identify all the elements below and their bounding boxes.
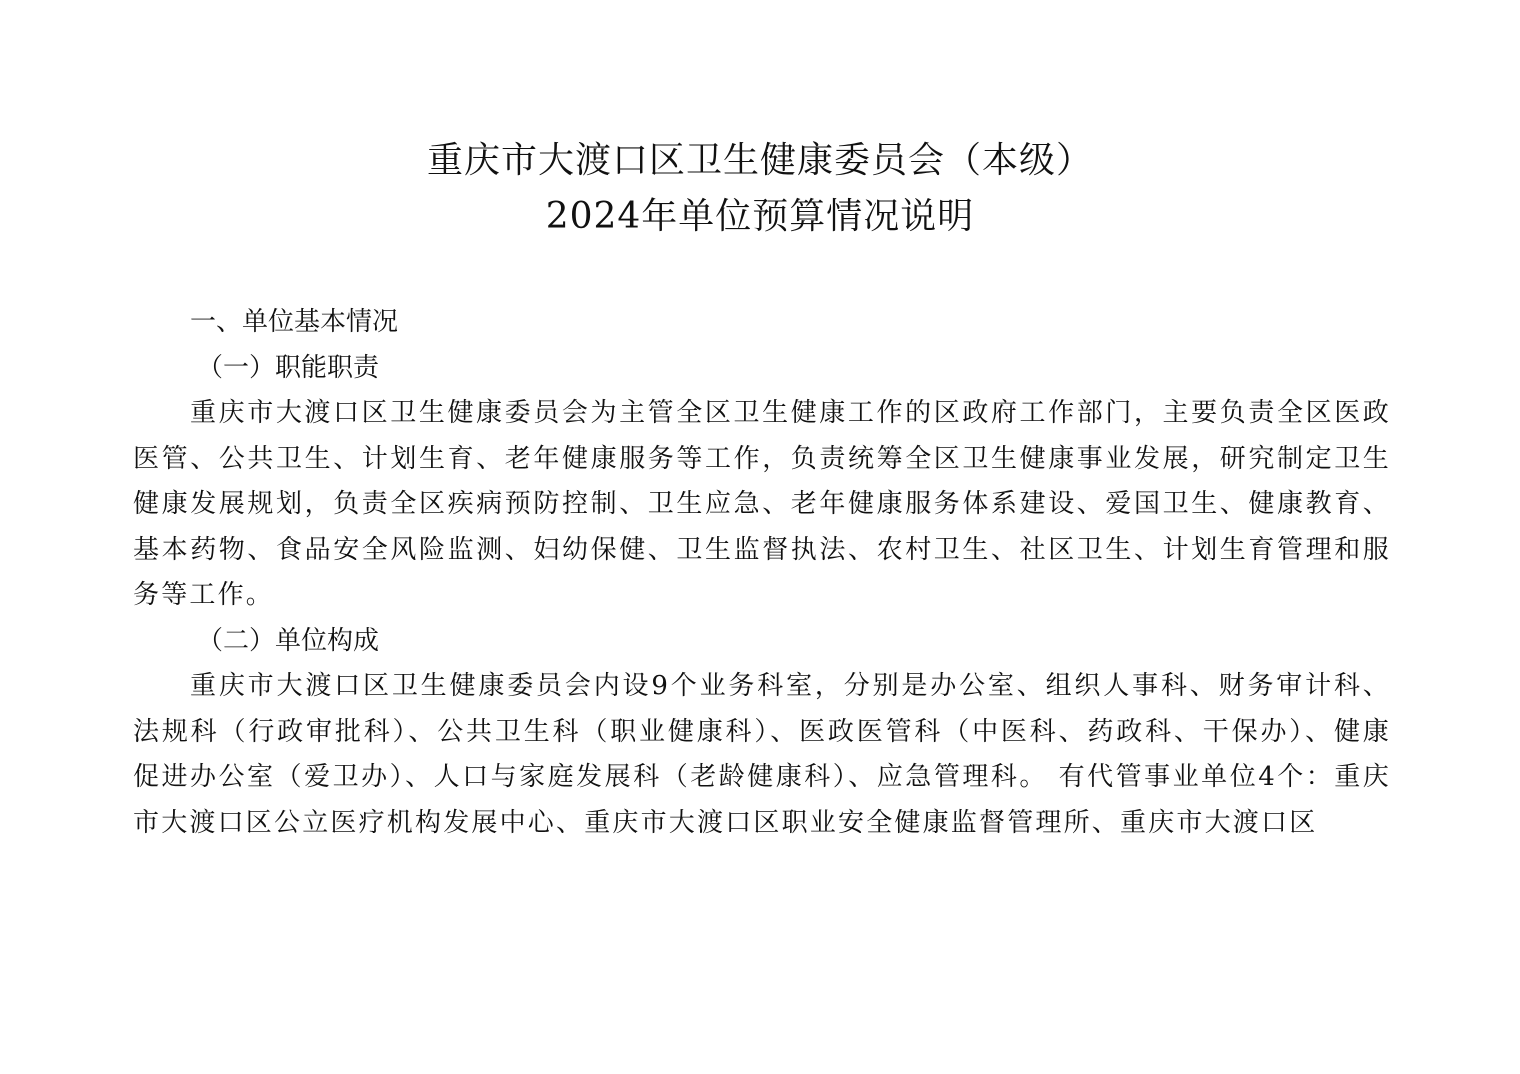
- title-line-2: 2024年单位预算情况说明: [545, 196, 975, 237]
- paragraph-composition: 重庆市大渡口区卫生健康委员会内设9个业务科室，分别是办公室、组织人事科、财务审计科、法规科（行政审批科）、公共卫生科（职业健康科）、医政医管科（中医科、药政科、干保办）、健康促进办公室（爱卫办）、人口与家庭发展科（老龄健康科）、应急管理科。 有代管事业单位4个：重庆市大渡口区公立医疗机构发展中心、重庆市大渡口区职业安全健康监督管理所、重庆市大渡口区: [133, 671, 1391, 838]
- section-heading-basic-info: 一、单位基本情况: [190, 307, 399, 337]
- document-body: [133, 300, 1391, 846]
- subheading-composition: （二）单位构成: [197, 625, 380, 656]
- document-title: [0, 133, 1520, 245]
- title-line-1: 重庆市大渡口区卫生健康委员会（本级）: [426, 140, 1093, 181]
- subheading-functions: （一）职能职责: [197, 352, 380, 383]
- paragraph-functions: 重庆市大渡口区卫生健康委员会为主管全区卫生健康工作的区政府工作部门，主要负责全区医政医管、公共卫生、计划生育、老年健康服务等工作，负责统筹全区卫生健康事业发展，研究制定卫生健康发展规划，负责全区疾病预防控制、卫生应急、老年健康服务体系建设、爱国卫生、健康教育、基本药物、食品安全风险监测、妇幼保健、卫生监督执法、农村卫生、社区卫生、计划生育管理和服务等工作。: [133, 398, 1391, 610]
